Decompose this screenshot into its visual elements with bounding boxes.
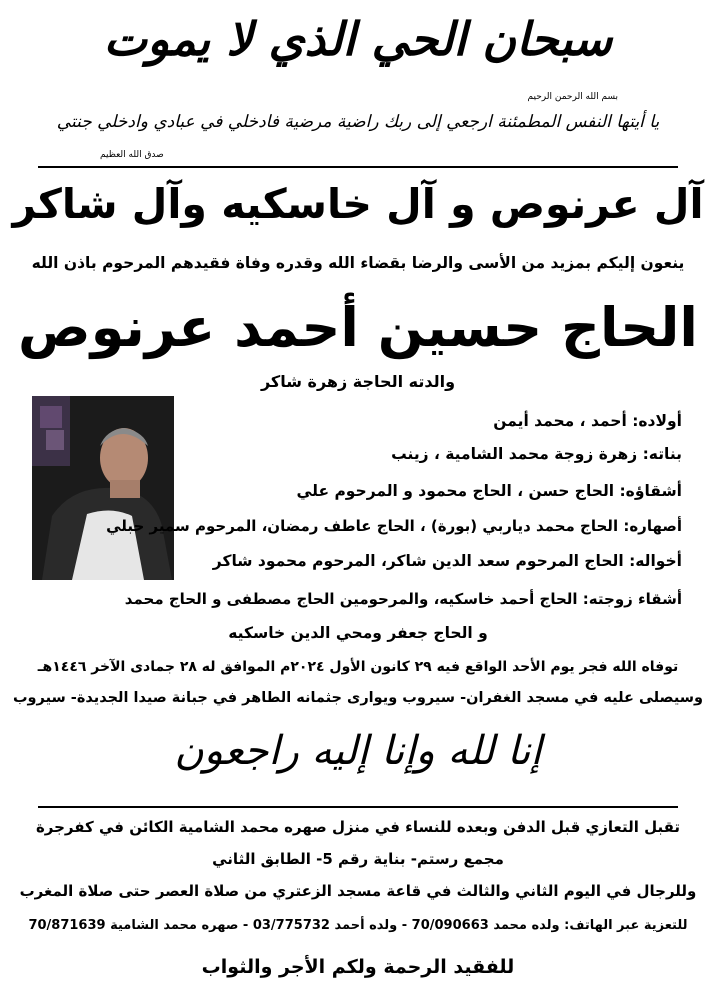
relatives-row — [296, 482, 682, 500]
relative-value: أحمد ، محمد أيمن — [493, 412, 627, 430]
portrait-image — [32, 396, 174, 580]
quran-verse: يا أيتها النفس المطمئنة ارجعي إلى ربك راضية مرضية فادخلي في عبادي وادخلي جنتي — [56, 112, 660, 132]
relative-value: الحاج حسن ، الحاج محمود و المرحوم علي — [296, 482, 615, 500]
relative-value: الحاج المرحوم سعد الدين شاكر، المرحوم محمود شاكر — [212, 552, 624, 570]
relative-label: بناته: — [642, 445, 682, 463]
families-heading: آل عرنوص و آل خاسكيه وآل شاكر — [12, 180, 704, 228]
deceased-name: الحاج حسين أحمد عرنوص — [18, 296, 698, 359]
funeral-line: وسيصلى عليه في مسجد الغفران- سيروب ويوارى جثمانه الطاهر في جبانة صيدا الجديدة- سيروب — [12, 690, 704, 706]
relative-label: أخواله: — [629, 552, 682, 570]
relatives-row — [125, 590, 682, 608]
closing-phrase: للفقيد الرحمة ولكم الأجر والثواب — [201, 956, 515, 978]
phone-numbers: للتعزية عبر الهاتف: ولده محمد 70/090663 - ولده أحمد 03/775732 - صهره محمد الشامية 70/871639 — [28, 918, 688, 933]
relative-label: أشقاؤه: — [619, 482, 682, 500]
relative-value: الحاج أحمد خاسكيه، والمرحومين الحاج مصطفى و الحاج محمد — [124, 590, 578, 608]
deceased-photo — [32, 396, 174, 580]
inna-lillah-calligraphy: إنا لله وإنا إليه راجعون — [174, 728, 542, 774]
relative-label: أولاده: — [632, 412, 682, 430]
relative-label: أصهاره: — [623, 517, 682, 535]
announcement-text: ينعون إليكم بمزيد من الأسى والرضا بقضاء الله وقدره وفاة فقيدهم المرحوم باذن الله — [31, 254, 685, 272]
mother-line: والدته الحاجة زهرة شاكر — [260, 372, 456, 391]
basmala: بسم الله الرحمن الرحيم — [527, 92, 618, 102]
relatives-row — [106, 517, 682, 535]
relatives-row — [213, 552, 682, 570]
condolence-men: وللرجال في اليوم الثاني والثالث في قاعة مسجد الزعتري من صلاة العصر حتى صلاة المغرب — [19, 882, 697, 900]
relatives-row-continued: و الحاج جعفر ومحي الدين خاسكيه — [228, 624, 488, 642]
condolence-address: مجمع رستم- بناية رقم 5- الطابق الثاني — [212, 850, 504, 868]
divider-top — [38, 166, 678, 168]
relative-value: زهرة زوجة محمد الشامية ، زينب — [391, 445, 638, 463]
relatives-row — [493, 412, 682, 430]
relative-value: الحاج محمد دياربي (بورة) ، الحاج عاطف رمضان، المرحوم سمير حبلي — [106, 517, 619, 535]
relative-label: أشقاء زوجته: — [582, 590, 682, 608]
verse-title: سبحان الحي الذي لا يموت — [103, 12, 613, 66]
death-date-line: توفاه الله فجر يوم الأحد الواقع فيه ٢٩ كانون الأول ٢٠٢٤م الموافق له ٢٨ جمادى الآخر ١٤٤٦هـ — [37, 659, 679, 675]
sadaqa: صدق الله العظيم — [100, 150, 164, 160]
divider-bottom — [38, 806, 678, 808]
relatives-row — [391, 445, 682, 463]
condolence-women: تقبل التعازي قبل الدفن وبعده للنساء في منزل صهره محمد الشامية الكائن في كفرجرة — [35, 818, 681, 836]
